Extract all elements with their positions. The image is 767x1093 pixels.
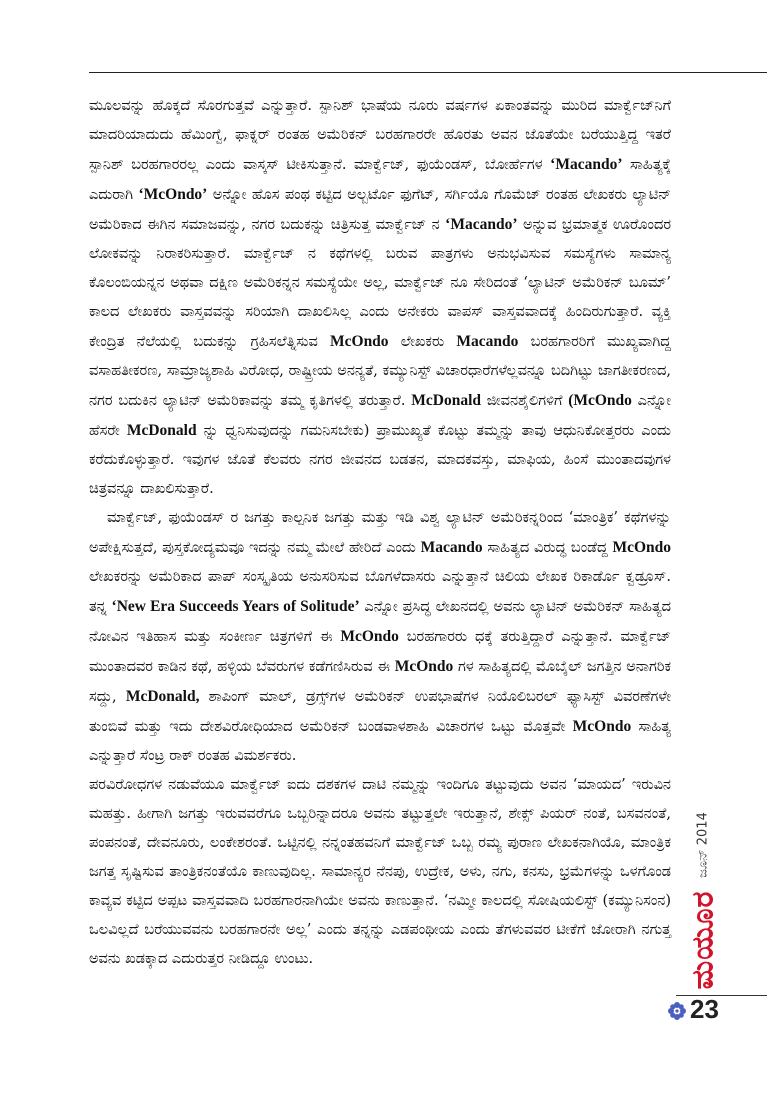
flower-icon bbox=[667, 1001, 687, 1021]
bold-term: ‘Macando’ bbox=[445, 216, 518, 233]
bold-term: Macando bbox=[456, 333, 519, 350]
top-rule bbox=[89, 72, 767, 73]
text-segment: ಸಾಹಿತ್ಯಕ್ಕೆ ಎದುರಾಗಿ bbox=[89, 157, 671, 203]
text-segment: ಎನ್ನೋ ಪ್ರಸಿದ್ಧ ಲೇಖನದಲ್ಲಿ ಅವನು ಲ್ಯಾಟಿನ್ ಅಮೆರಿಕನ್ ಸಾಹಿತ್ಯದ ನೋವಿನ ಇತಿಹಾಸ ಮತ್ತು ಸಂಕೀರ್ಣ ಚಿತ್ರಗಳಿಗೆ ಈ bbox=[89, 599, 671, 645]
bold-term: ‘McOndo’ bbox=[138, 186, 208, 203]
text-segment: ಸಾಹಿತ್ಯದ ವಿರುದ್ಧ ಬಂಡೆದ್ದ bbox=[482, 540, 613, 556]
bold-term: McOndo bbox=[572, 718, 632, 735]
text-segment: ಬರಹಗಾರರು ಧಕ್ಕೆ ತರುತ್ತಿದ್ದಾರೆ ಎನ್ನುತ್ತಾನೆ. ಮಾರ್ಕ್ವೆಜ್ ಮುಂತಾದವರ ಕಾಡಿನ ಕಥೆ, ಹಳ್ಳಿಯ ಬೆವರುಗಳ ಕಡೆಗಣಿಸಿರುವ ಈ bbox=[89, 629, 672, 675]
page-number: 23 bbox=[690, 994, 719, 1024]
bold-term: McOndo bbox=[612, 539, 671, 556]
text-segment: ಬರಹಗಾರರಿಗೆ ಮುಖ್ಯವಾಗಿದ್ದ ವಸಾಹತೀಕರಣ, ಸಾಮ್ರಾಜ್ಯಶಾಹಿ ವಿರೋಧ, ರಾಷ್ಟ್ರೀಯ ಅನನ್ಯತೆ, ಕಮ್ಯುನಿಸ್ಟ್ ವಿಚಾರಧಾರೆಗಳೆಲ್ಲವನ್ನೂ ಬದಿಗಿಟ್ಟು ಜಾಗತೀಕರಣದ, ನಗರ ಬದುಕಿನ ಲ್ಯಾಟಿನ್ ಅಮೆರಿಕಾವನ್ನು ತಮ್ಮ ಕೃತಿಗಳಲ್ಲಿ ತರುತ್ತಾರೆ. bbox=[89, 334, 671, 409]
bold-term: McOndo bbox=[394, 658, 454, 675]
article-body bbox=[89, 92, 671, 974]
bold-term: McOndo bbox=[330, 333, 389, 350]
magazine-logo: ಮಯೂರ bbox=[685, 890, 721, 990]
bold-term: (McOndo bbox=[568, 392, 632, 409]
bold-term: ‘New Era Succeeds Years of Solitude’ bbox=[111, 598, 360, 615]
paragraph bbox=[89, 504, 671, 771]
issue-date: ಜೂನ್ 2014 bbox=[695, 812, 711, 878]
text-segment: ಲೇಖಕರನ್ನು ಅಮೆರಿಕಾದ ಪಾಪ್ ಸಂಸ್ಕೃತಿಯ ಅನುಸರಿಸುವ ಬೊಗಳೆದಾಸರು ಎನ್ನುತ್ತಾನೆ ಚಿಲಿಯ ಲೇಖಕ ರಿಕಾರ್ಡೊ ಕ್ವಡ್ರೂಸ್. ತನ್ನ bbox=[89, 569, 671, 615]
paragraph bbox=[89, 771, 671, 974]
text-segment: ಮೂಲವನ್ನು ಹೊಕ್ಕದೆ ಸೊರಗುತ್ತವೆ ಎನ್ನುತ್ತಾರೆ. ಸ್ಪಾನಿಶ್ ಭಾಷೆಯ ನೂರು ವರ್ಷಗಳ ಏಕಾಂತವನ್ನು ಮುರಿದ ಮಾರ್ಕ್ವೆಜ್‌ನಿಗೆ ಮಾದರಿಯಾದುದು ಹೆಮಿಂಗ್ವೆ, ಫಾಕ್ನರ್ ರಂತಹ ಅಮೆರಿಕನ್ ಬರಹಗಾರರೇ ಹೊರತು ಅವನ ಜೊತೆಯೇ ಬರೆಯುತ್ತಿದ್ದ ಇತರೆ ಸ್ಪಾನಿಶ್ ಬರಹಗಾರರಲ್ಲ ಎಂದು ವಾಸ್ಕಸ್ ಟೀಕಿಸುತ್ತಾನೆ. ಮಾರ್ಕ್ವೆಜ್, ಫುಯೆಂಡಸ್, ಬೋರ್ಹೆಗಳ bbox=[89, 98, 671, 173]
text-segment: ಸಾಹಿತ್ಯ ಎನ್ನುತ್ತಾರೆ ಸೆಂಟ್ರ ರಾಕ್ ರಂತಹ ವಿಮರ್ಶಕರು. bbox=[89, 719, 671, 764]
paragraph bbox=[89, 92, 671, 504]
text-segment: ಎನ್ನೋ ಹೆಸರೇ bbox=[89, 393, 671, 439]
text-segment: ನ್ನು ಧ್ವನಿಸುವುದನ್ನು ಗಮನಿಸಬೇಕು) ಪ್ರಾಮುಖ್ಯತೆ ಕೊಟ್ಟು ತಮ್ಮನ್ನು ತಾವು ಆಧುನಿಕೋತ್ತರರು ಎಂದು ಕರೆದುಕೊಳ್ಳುತ್ತಾರೆ. ಇವುಗಳ ಜೊತೆ ಕೆಲವರು ನಗರ ಜೀವನದ ಬಡತನ, ಮಾದಕವಸ್ತು, ಮಾಫಿಯ, ಹಿಂಸೆ ಮುಂತಾದವುಗಳ ಚಿತ್ರವನ್ನೂ ದಾಖಲಿಸುತ್ತಾರೆ. bbox=[89, 423, 671, 497]
bold-term: McDonald bbox=[126, 422, 197, 439]
text-segment: ಜೀವನಶೈಲಿಗಳಿಗೆ bbox=[481, 393, 569, 409]
bold-term: McDonald, bbox=[125, 688, 200, 705]
text-segment: ಪರವಿರೋಧಗಳ ನಡುವೆಯೂ ಮಾರ್ಕ್ವೆಜ್ ಐದು ದಶಕಗಳ ದಾಟಿ ನಮ್ಮನ್ನು ಇಂದಿಗೂ ತಟ್ಟುವುದು ಅವನ ‘ಮಾಯದ’ ಇರುವಿನ ಮಹತ್ತು. ಹೀಗಾಗಿ ಜಗತ್ತು ಇರುವವರೆಗೂ ಒಬ್ಬರಿನ್ನಾದರೂ ಅವನು ತಟ್ಟುತ್ತಲೇ ಇರುತ್ತಾನೆ, ಶೇಕ್ಸ್ ಪಿಯರ್ ನಂತೆ, ಬಸವನಂತೆ, ಪಂಪನಂತೆ, ದೇವನೂರು, ಲಂಕೇಶರಂತೆ. ಒಟ್ಟಿನಲ್ಲಿ ನನ್ನಂತಹವನಿಗೆ ಮಾರ್ಕ್ವೆಜ್ ಒಬ್ಬ ರಮ್ಯ ಪುರಾಣ ಲೇಖಕನಾಗಿಯೊ, ಮಾಂತ್ರಿಕ ಜಗತ್ತ ಸೃಷ್ಟಿಸುವ ತಾಂತ್ರಿಕನಂತೆಯೊ ಕಾಣುವುದಿಲ್ಲ. ಸಾಮಾನ್ಯರ ನೆನಪು, ಉದ್ರೇಕ, ಅಳು, ನಗು, ಕನಸು, ಭ್ರಮೆಗಳನ್ನು ಒಳಗೊಂಡ ಕಾವ್ಯವ ಕಟ್ಟಿದ ಅಪ್ಪಟ ವಾಸ್ತವವಾದಿ ಬರಹಗಾರನಾಗಿಯೇ ಅವನು ಕಾಣುತ್ತಾನೆ. ‘ನಮ್ಮೀ ಕಾಲದಲ್ಲಿ ಸೋಷಿಯಲಿಸ್ಟ್ (ಕಮ್ಯುನಿಸಂನ) ಒಲವಿಲ್ಲದೆ ಬರೆಯುವವನು ಬರಹಗಾರನೇ ಅಲ್ಲ’ ಎಂದು ತನ್ನನ್ನು ಎಡಪಂಥೀಯ ಎಂದು ತೆಗಳುವವರ ಟೀಕೆಗೆ ಜೋರಾಗಿ ನಗುತ್ತ ಅವನು ಖಡಕ್ಕಾದ ಎದುರುತ್ತರ ನೀಡಿದ್ದೂ ಉಂಟು. bbox=[89, 777, 671, 967]
bold-term: Macando bbox=[420, 539, 483, 556]
text-segment: ಲೇಖಕರು bbox=[388, 334, 457, 350]
text-segment: ಗಳ ಸಾಹಿತ್ಯದಲ್ಲಿ ಮೊಬೈಲ್ ಜಗತ್ತಿನ ಅನಾಗರಿಕ ಸದ್ದು, bbox=[89, 659, 672, 705]
text-segment: ಶಾಪಿಂಗ್ ಮಾಲ್, ಡ್ರಗ್ಸ್‌ಗಳ ಅಮೆರಿಕನ್ ಉಪಭಾಷೆಗಳ ನಿಯೊಲಿಬರಲ್ ಫ್ಯಾಸಿಸ್ಟ್ ವಿವರಣೆಗಳೇ ತುಂಬಿವೆ ಮತ್ತು ಇದು ದೇಶವಿರೋಧಿಯಾದ ಅಮೆರಿಕನ್ ಬಂಡವಾಳಶಾಹಿ ವಿಚಾರಗಳ ಒಟ್ಟು ಮೊತ್ತವೇ bbox=[89, 689, 671, 735]
text-segment: ಅನ್ನುವ ಭ್ರಮಾತ್ಮಕ ಊರೊಂದರ ಲೋಕವನ್ನು ನಿರಾಕರಿಸುತ್ತಾರೆ. ಮಾರ್ಕ್ವೆಜ್ ನ ಕಥೆಗಳಲ್ಲಿ ಬರುವ ಪಾತ್ರಗಳು ಅನುಭವಿಸುವ ಸಮಸ್ಯೆಗಳು ಸಾಮಾನ್ಯ ಕೊಲಂಬಿಯನ್ನನ ಅಥವಾ ದಕ್ಷಿಣ ಅಮೆರಿಕನ್ನನ ಸಮಸ್ಯೆಯೇ ಅಲ್ಲ, ಮಾರ್ಕ್ವೆಜ್ ನೂ ಸೇರಿದಂತೆ ‘ಲ್ಯಾಟಿನ್ ಅಮೆರಿಕನ್ ಬೂಮ್’ ಕಾಲದ ಲೇಖಕರು ವಾಸ್ತವವನ್ನು ಸರಿಯಾಗಿ ದಾಖಲಿಸಿಲ್ಲ ಎಂದು ಅನೇಕರು ವಾಪಸ್ ವಾಸ್ತವವಾದಕ್ಕೆ ಹಿಂದಿರುಗುತ್ತಾರೆ. ವ್ಯಕ್ತಿ ಕೇಂದ್ರಿತ ನೆಲೆಯಲ್ಲಿ ಬದುಕನ್ನು ಗ್ರಹಿಸಲೆತ್ನಿಸುವ bbox=[89, 217, 671, 350]
bold-term: McOndo bbox=[340, 628, 399, 645]
bold-term: ‘Macando’ bbox=[550, 156, 623, 173]
text-segment: ಅನ್ನೋ ಹೊಸ ಪಂಥ ಕಟ್ಟಿದ ಅಲ್ಬರ್ಟೊ ಫುಗೆಟ್, ಸರ್ಗಿಯೊ ಗೊಮೆಜ್ ರಂತಹ ಲೇಖಕರು ಲ್ಯಾಟಿನ್ ಅಮೆರಿಕಾದ ಈಗಿನ ಸಮಾಜವನ್ನು, ನಗರ ಬದುಕನ್ನು ಚಿತ್ರಿಸುತ್ತ ಮಾರ್ಕ್ವೆಜ್ ನ bbox=[89, 187, 672, 233]
text-segment: ಮಾರ್ಕ್ವೆಜ್, ಫುಯೆಂಡಸ್ ರ ಜಗತ್ತು ಕಾಲ್ಪನಿಕ ಜಗತ್ತು ಮತ್ತು ಇಡಿ ವಿಶ್ವ ಲ್ಯಾಟಿನ್ ಅಮೆರಿಕನ್ನರಿಂದ ‘ಮಾಂತ್ರಿಕ’ ಕಥೆಗಳನ್ನು ಅಪೇಕ್ಷಿಸುತ್ತದೆ, ಪುಸ್ತಕೋದ್ಯಮವೂ ಇದನ್ನು ನಮ್ಮ ಮೇಲೆ ಹೇರಿದೆ ಎಂದು bbox=[89, 510, 671, 556]
page-sidebar bbox=[685, 800, 721, 990]
bold-term: McDonald bbox=[411, 392, 481, 409]
